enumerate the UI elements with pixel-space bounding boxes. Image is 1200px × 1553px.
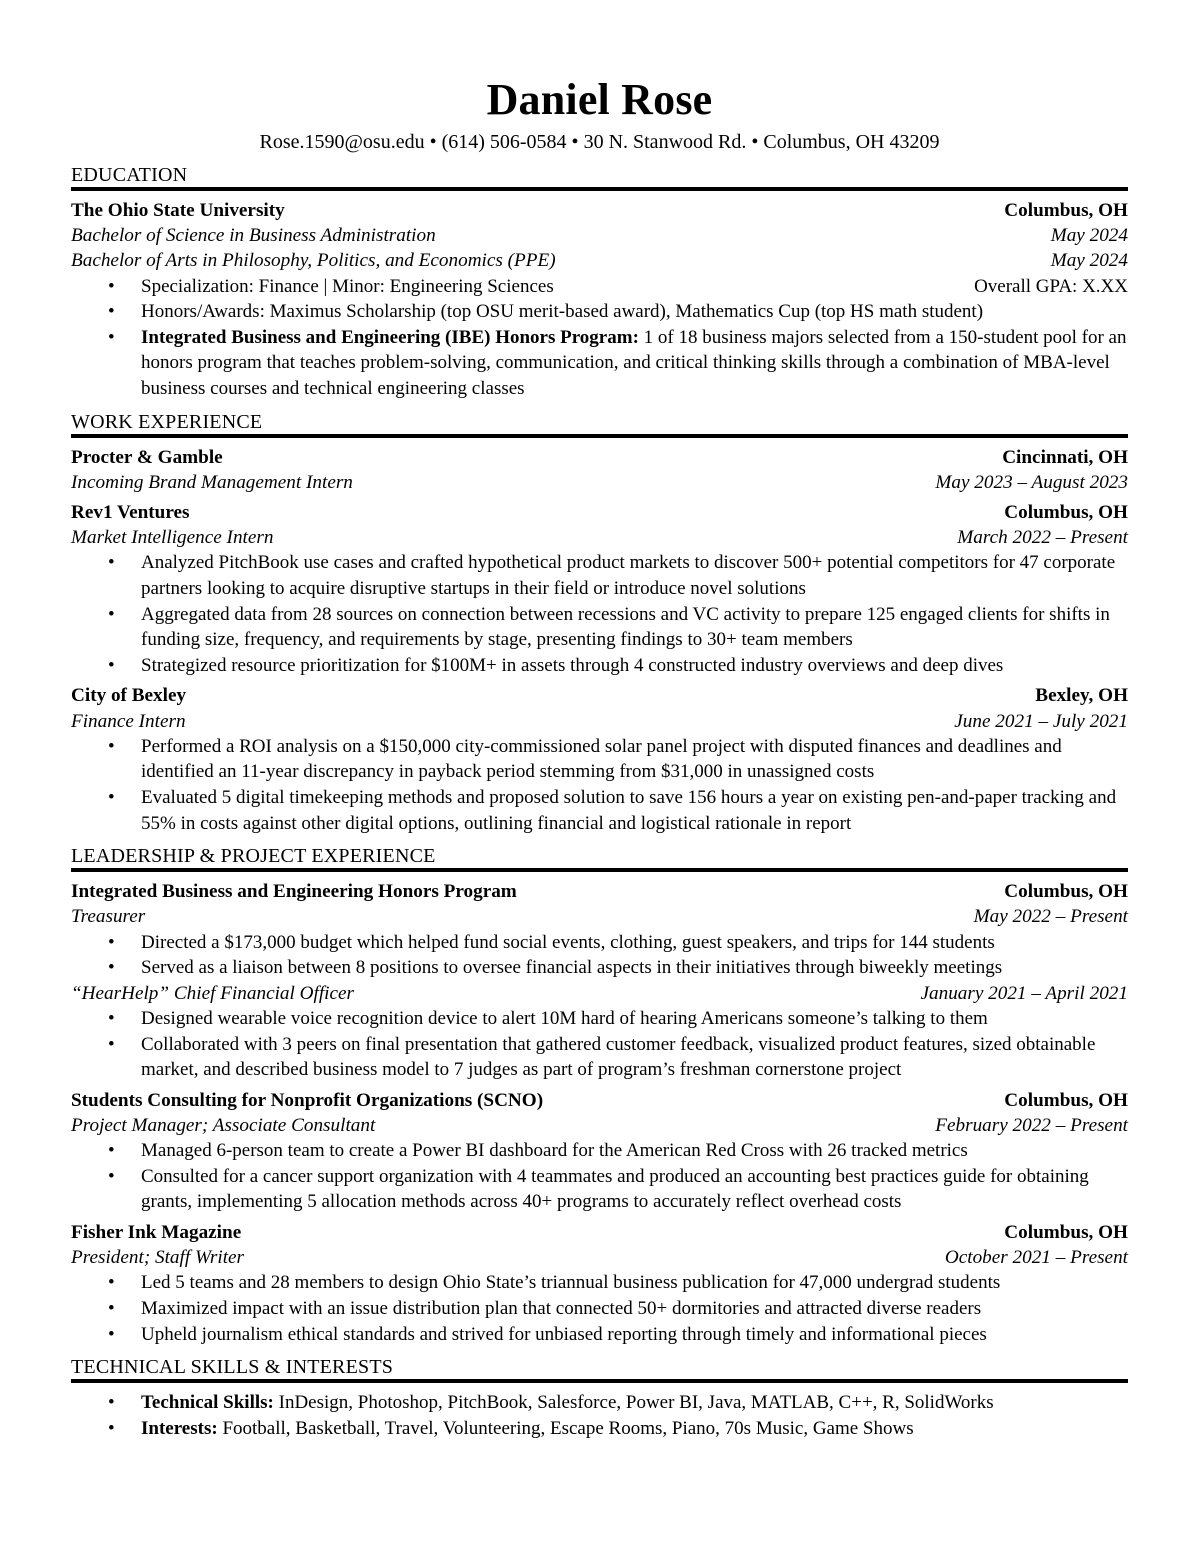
list-item: • Served as a liaison between 8 positions to oversee financial aspects in their initiatives through biweekly meetings (141, 955, 1128, 981)
list-item: • Managed 6-person team to create a Power BI dashboard for the American Red Cross with 26 tracked metrics (141, 1138, 1128, 1164)
work-section (71, 410, 1128, 837)
job-entry (71, 500, 1128, 678)
list-item: • Analyzed PitchBook use cases and crafted hypothetical product markets to discover 500+ potential competitors for 47 corporate partners looking to acquire disruptive startups in their field or introduce novel solutions (141, 550, 1128, 601)
job-location: Bexley, OH (1035, 685, 1128, 707)
school-name: The Ohio State University (71, 200, 285, 221)
job-org: City of Bexley (71, 685, 187, 707)
honors-text: Honors/Awards: Maximus Scholarship (top OSU merit-based award), Mathematics Cup (top HS math student) (141, 301, 984, 323)
technical-skills-text: InDesign, Photoshop, PitchBook, Salesforce, Power BI, Java, MATLAB, C++, R, SolidWorks (273, 1392, 994, 1414)
leadership-location: Columbus, OH (1004, 881, 1128, 903)
degree-name: Bachelor of Science in Business Administration (71, 225, 436, 247)
list-item (141, 325, 1128, 402)
list-item: • Led 5 teams and 28 members to design Ohio State’s triannual business publication for 47,000 undergrad students (141, 1270, 1128, 1296)
education-section (71, 163, 1128, 402)
list-item (141, 274, 1128, 300)
job-role: Finance Intern (71, 710, 186, 732)
list-item (141, 299, 1128, 325)
section-title-work: WORK EXPERIENCE (71, 410, 1128, 438)
ibe-text: 1 of 18 business majors selected from a 150-student pool for an honors program that teaches problem-solving, communication, and critical thinking skills through a combination of MBA-level business courses and technical engineering classes (141, 326, 1127, 399)
leadership-role: President; Staff Writer (71, 1247, 245, 1269)
leadership-bullets (71, 1138, 1128, 1215)
degree-name: Bachelor of Arts in Philosophy, Politics, and Economics (PPE) (71, 250, 556, 272)
list-item: • Upheld journalism ethical standards and strived for unbiased reporting through timely and informational pieces (141, 1322, 1128, 1348)
leadership-date: October 2021 – Present (944, 1247, 1128, 1269)
leadership-bullets (71, 1270, 1128, 1347)
section-title-education: EDUCATION (71, 163, 1128, 191)
leadership-org: Integrated Business and Engineering Honors Program (71, 881, 517, 903)
leadership-entry (71, 1088, 1128, 1215)
leadership-date: February 2022 – Present (935, 1114, 1128, 1136)
leadership-org: Fisher Ink Magazine (71, 1221, 242, 1243)
job-bullets (71, 734, 1128, 836)
section-title-skills: TECHNICAL SKILLS & INTERESTS (71, 1355, 1128, 1383)
list-item: • Aggregated data from 28 sources on connection between recessions and VC activity to prepare 125 engaged clients for shifts in funding size, frequency, and requirements by stage, presenting findings to 30+ team members (141, 602, 1128, 653)
leadership-org: Students Consulting for Nonprofit Organizations (SCNO) (71, 1089, 544, 1111)
job-date: June 2021 – July 2021 (954, 710, 1128, 732)
list-item: • Evaluated 5 digital timekeeping methods and proposed solution to save 156 hours a year on existing pen-and-paper tracking and 55% in costs against other digital options, outlining financial and logistical rationale in report (141, 785, 1128, 836)
leadership-entry (71, 879, 1128, 1083)
leadership-location: Columbus, OH (1004, 1221, 1128, 1243)
gpa-text: Overall GPA: X.XX (974, 275, 1128, 297)
leadership-role: “HearHelp” Chief Financial Officer (71, 982, 354, 1004)
technical-skills-label: Technical Skills: (141, 1392, 274, 1414)
job-entry (71, 445, 1128, 495)
section-title-leadership: LEADERSHIP & PROJECT EXPERIENCE (71, 844, 1128, 872)
degree-date: May 2024 (1050, 225, 1128, 247)
skills-bullets (71, 1390, 1128, 1441)
leadership-date: January 2021 – April 2021 (920, 982, 1128, 1004)
ibe-label: Integrated Business and Engineering (IBE) Honors Program: (141, 326, 639, 348)
job-date: March 2022 – Present (957, 527, 1128, 549)
job-location: Columbus, OH (1004, 501, 1128, 523)
list-item: • Performed a ROI analysis on a $150,000 city-commissioned solar panel project with disputed finances and deadlines and identified an 11-year discrepancy in payback period stemming from $31,000 in unassigned costs (141, 734, 1128, 785)
job-location: Cincinnati, OH (1002, 446, 1128, 468)
interests-label: Interests: (141, 1417, 218, 1439)
job-entry (71, 683, 1128, 836)
list-item: • Maximized impact with an issue distribution plan that connected 50+ dormitories and attracted diverse readers (141, 1296, 1128, 1322)
skills-section (71, 1355, 1128, 1441)
specialization-text: • Specialization: Finance | Minor: Engineering Sciences (141, 275, 554, 297)
list-item (141, 1390, 1128, 1416)
leadership-bullets (71, 930, 1128, 981)
leadership-entry (71, 1220, 1128, 1347)
job-bullets (71, 550, 1128, 678)
contact-line: Rose.1590@osu.edu • (614) 506-0584 • 30 N. Stanwood Rd. • Columbus, OH 43209 (259, 131, 940, 153)
school-location: Columbus, OH (1004, 200, 1128, 221)
list-item: • Designed wearable voice recognition device to alert 10M hard of hearing Americans someone’s talking to them (141, 1006, 1128, 1032)
list-item: • Strategized resource prioritization for $100M+ in assets through 4 constructed industry overviews and deep dives (141, 653, 1128, 679)
leadership-role: Treasurer (71, 906, 146, 928)
candidate-name: Daniel Rose (486, 75, 713, 124)
job-role: Market Intelligence Intern (71, 527, 274, 549)
job-org: Procter & Gamble (71, 446, 223, 468)
leadership-date: May 2022 – Present (973, 906, 1128, 928)
list-item (141, 1416, 1128, 1442)
degree-date: May 2024 (1050, 250, 1128, 272)
list-item: • Directed a $173,000 budget which helped fund social events, clothing, guest speakers, and trips for 144 students (141, 930, 1128, 956)
list-item: • Consulted for a cancer support organization with 4 teammates and produced an accounting best practices guide for obtaining grants, implementing 5 allocation methods across 40+ programs to accurately reflect overhead costs (141, 1164, 1128, 1215)
list-item: • Collaborated with 3 peers on final presentation that gathered customer feedback, visualized product features, sized obtainable market, and described business model to 7 judges as part of program’s freshman cornerstone project (141, 1032, 1128, 1083)
job-role: Incoming Brand Management Intern (71, 471, 353, 493)
leadership-bullets (71, 1006, 1128, 1083)
job-date: May 2023 – August 2023 (935, 471, 1128, 493)
leadership-section (71, 844, 1128, 1347)
job-org: Rev1 Ventures (71, 501, 190, 523)
leadership-location: Columbus, OH (1004, 1089, 1128, 1111)
interests-text: Football, Basketball, Travel, Volunteering, Escape Rooms, Piano, 70s Music, Game Shows (217, 1417, 914, 1439)
leadership-role: Project Manager; Associate Consultant (71, 1114, 376, 1136)
education-bullets (71, 274, 1128, 402)
